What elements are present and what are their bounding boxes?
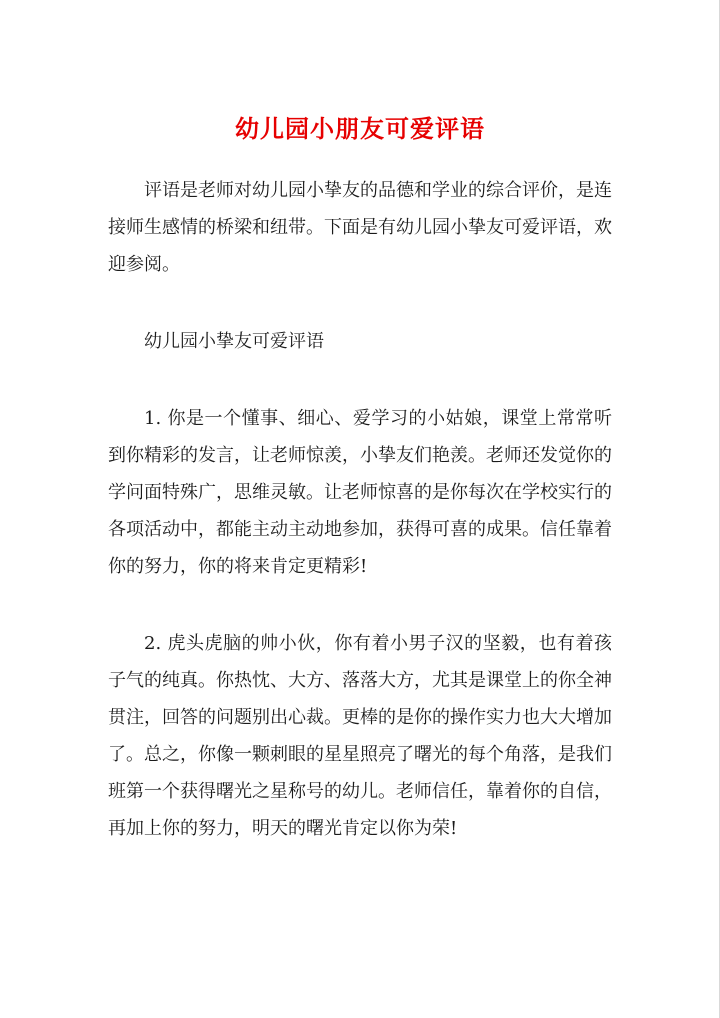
spacer	[108, 360, 612, 400]
spacer	[108, 283, 612, 323]
document-title: 幼儿园小朋友可爱评语	[235, 114, 485, 143]
spacer	[108, 585, 612, 625]
comment-item-2: 2. 虎头虎脑的帅小伙，你有着小男子汉的坚毅，也有着孩子气的纯真。你热忱、大方、落落大方，尤其是课堂上的你全神贯注，回答的问题别出心裁。更棒的是你的操作实力也大大增加了。总之，你像一颗刺眼的星星照亮了曙光的每个角落，是我们班第一个获得曙光之星称号的幼儿。老师信任，靠着你的自信，再加上你的努力，明天的曙光肯定以你为荣!	[108, 633, 612, 839]
section-heading: 幼儿园小挚友可爱评语	[144, 331, 324, 352]
document-body	[108, 172, 612, 847]
intro-paragraph: 评语是老师对幼儿园小挚友的品德和学业的综合评价，是连接师生感情的桥梁和纽带。下面是有幼儿园小挚友可爱评语，欢迎参阅。	[108, 180, 612, 275]
comment-item-1: 1. 你是一个懂事、细心、爱学习的小姑娘，课堂上常常听到你精彩的发言，让老师惊羡，小挚友们艳羡。老师还发觉你的学问面特殊广，思维灵敏。让老师惊喜的是你每次在学校实行的各项活动中，都能主动主动地参加，获得可喜的成果。信任靠着你的努力，你的将来肯定更精彩!	[108, 408, 612, 577]
